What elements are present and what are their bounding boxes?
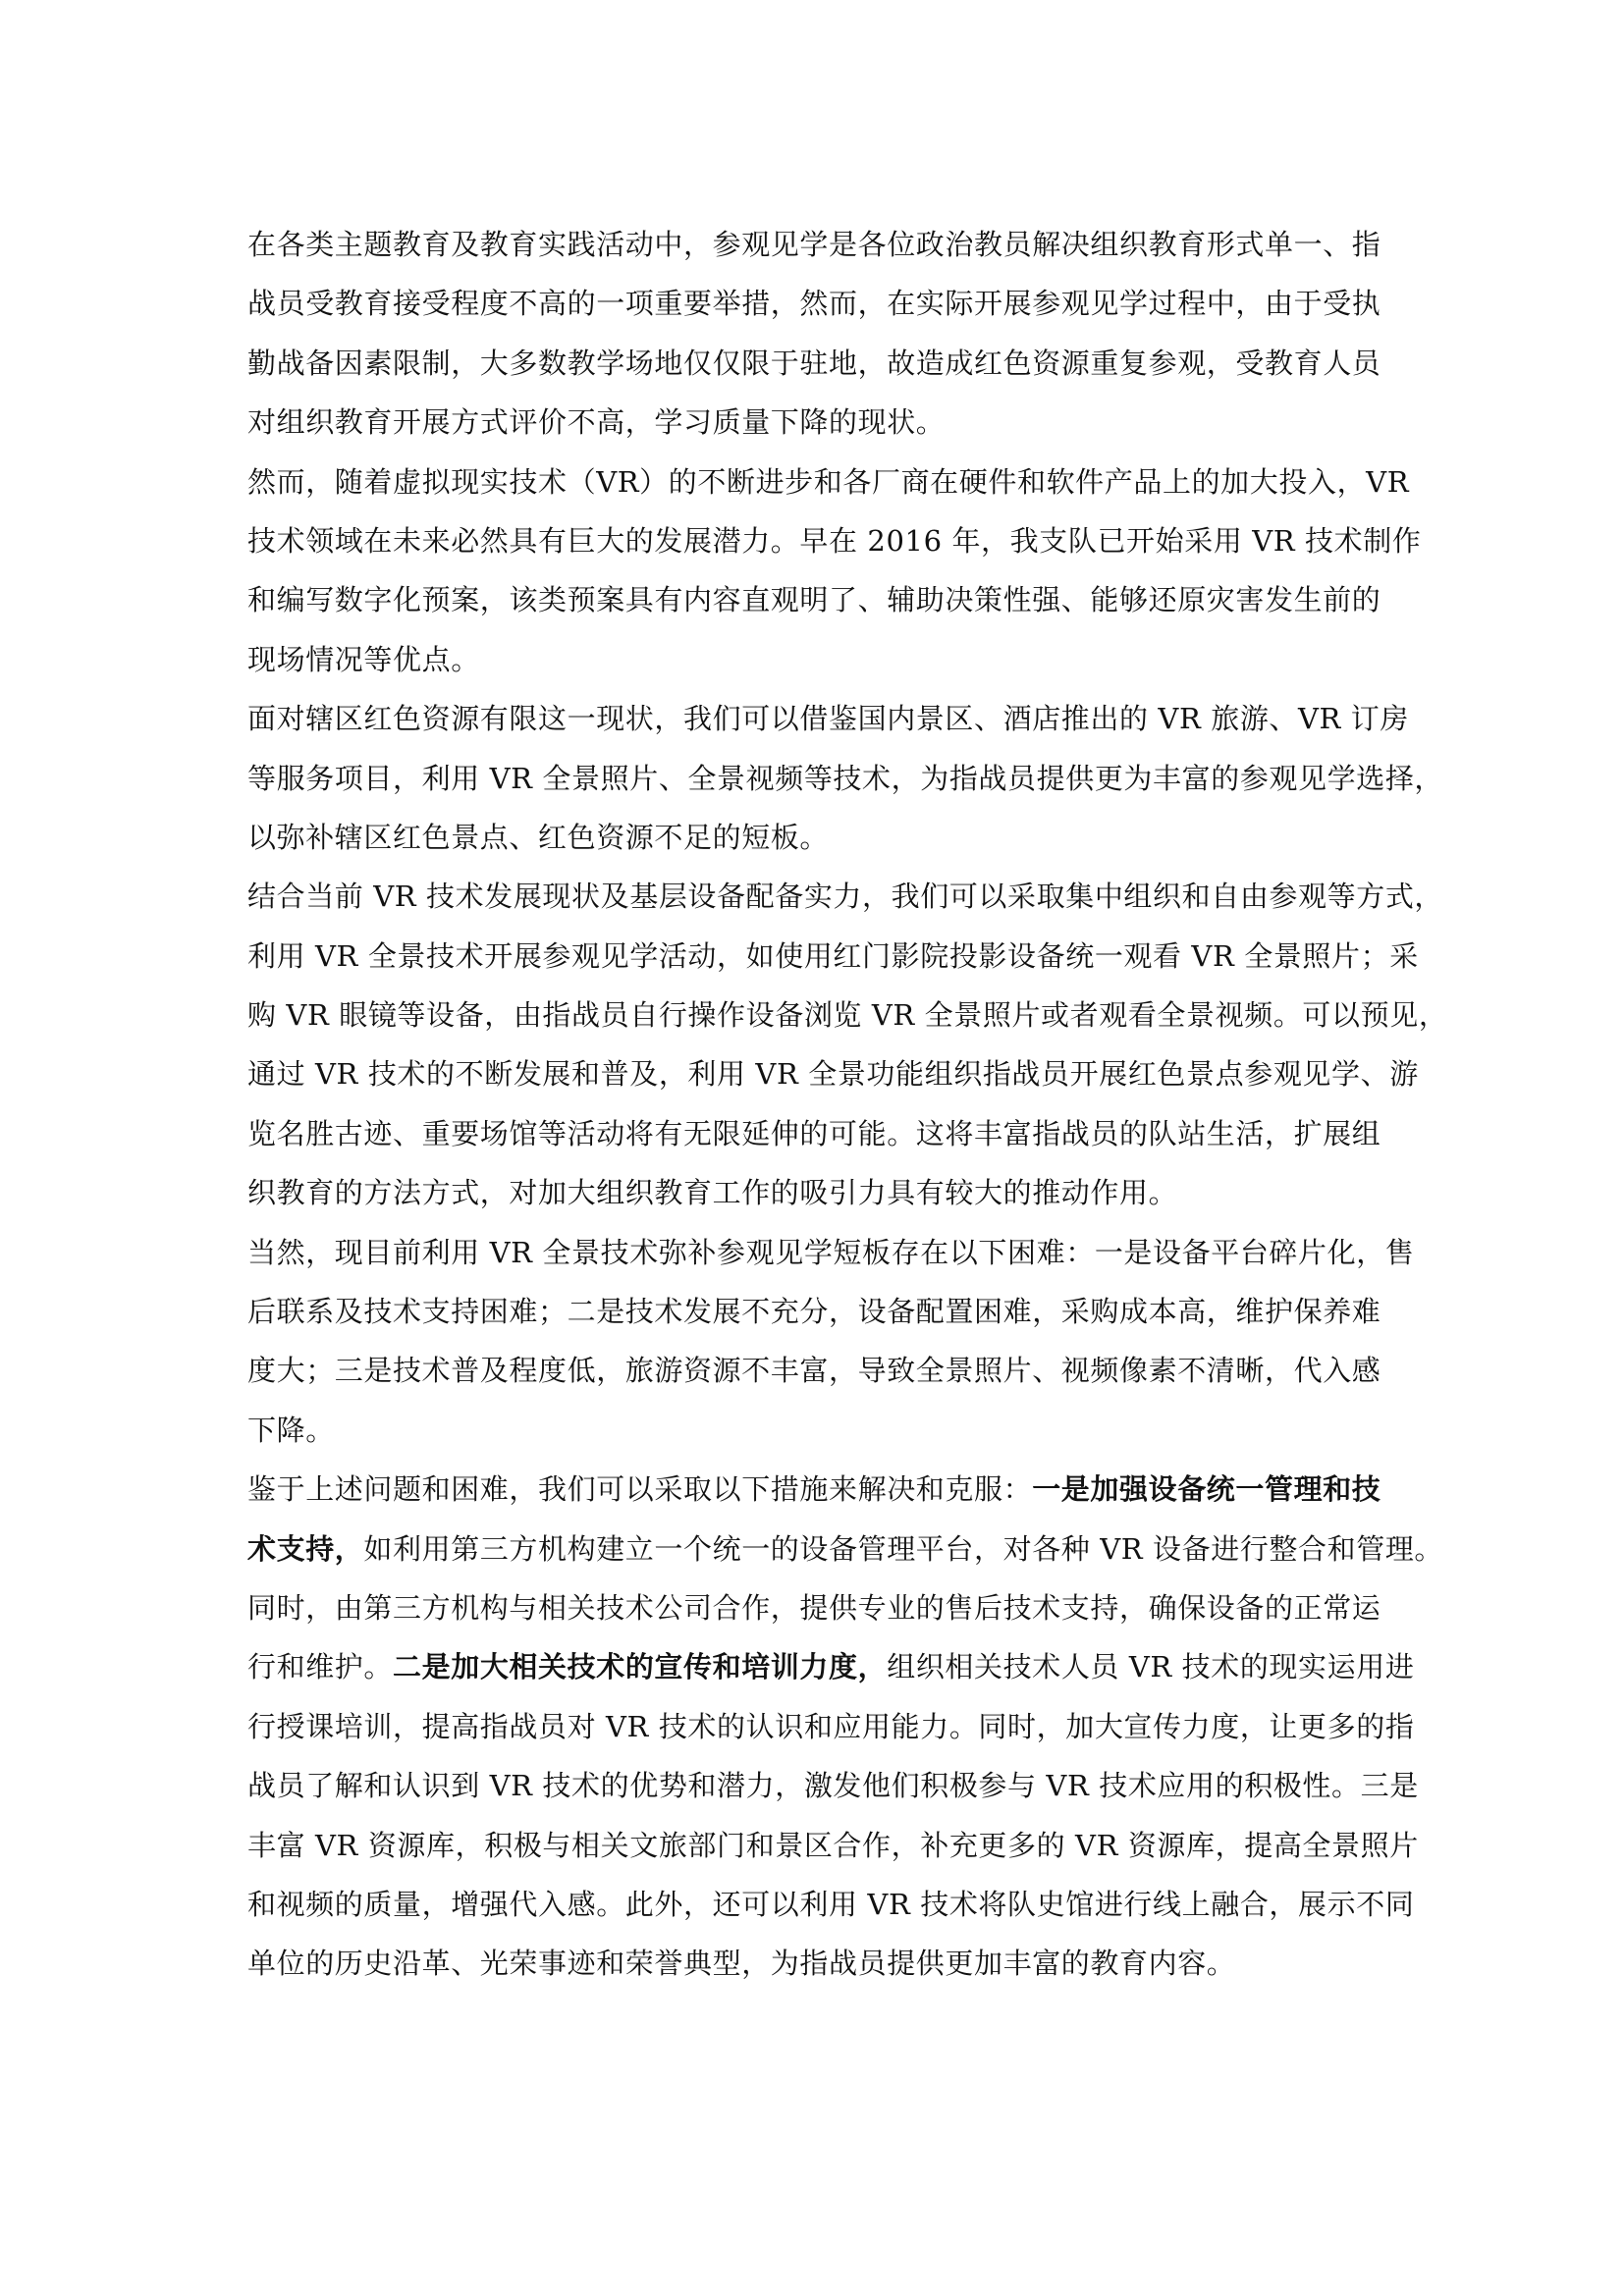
text-segment: 利用 VR 全景技术开展参观见学活动，如使用红门影院投影设备统一观看 VR 全景照片；采: [247, 938, 1419, 973]
text-segment: 勤战备因素限制，大多数教学场地仅仅限于驻地，故造成红色资源重复参观，受教育人员: [247, 346, 1381, 380]
text-segment: 购 VR 眼镜等设备，由指战员自行操作设备浏览 VR 全景照片或者观看全景视频。可以预见，: [247, 998, 1448, 1033]
text-segment: 等服务项目，利用 VR 全景照片、全景视频等技术，为指战员提供更为丰富的参观见学选择，: [247, 761, 1444, 795]
text-line: [247, 986, 1448, 1044]
text-segment: 同时，由第三方机构与相关技术公司合作，提供专业的售后技术支持，确保设备的正常运: [247, 1590, 1381, 1625]
bold-text-segment: 一是加强设备统一管理和技: [1032, 1472, 1381, 1507]
text-segment: 结合当前 VR 技术发展现状及基层设备配备实力，我们可以采取集中组织和自由参观等方式，: [247, 880, 1444, 914]
text-line: [247, 1044, 1419, 1103]
text-segment: 鉴于上述问题和困难，我们可以采取以下措施来解决和克服：: [247, 1472, 1033, 1507]
paragraph: [247, 689, 1444, 867]
bold-text-segment: 术支持，: [247, 1531, 364, 1566]
text-line: [247, 1637, 1415, 1696]
text-segment: 织教育的方法方式，对加大组织教育工作的吸引力具有较大的推动作用。: [247, 1176, 1178, 1210]
text-segment: 对组织教育开展方式评价不高，学习质量下降的现状。: [247, 405, 946, 440]
text-segment: 度大；三是技术普及程度低，旅游资源不丰富，导致全景照片、视频像素不清晰，代入感: [247, 1354, 1381, 1388]
text-line: [247, 1163, 1406, 1222]
text-segment: 当然，现目前利用 VR 全景技术弥补参观见学短板存在以下困难：一是设备平台碎片化，售: [247, 1235, 1415, 1269]
paragraph: [247, 1460, 1444, 1994]
text-segment: 战员了解和认识到 VR 技术的优势和潜力，激发他们积极参与 VR 技术应用的积极性。三是: [247, 1769, 1419, 1803]
text-segment: 现场情况等优点。: [247, 642, 480, 676]
text-segment: 组织相关技术人员 VR 技术的现实运用进: [887, 1650, 1415, 1684]
text-segment: 和视频的质量，增强代入感。此外，还可以利用 VR 技术将队史馆进行线上融合，展示不同: [247, 1887, 1415, 1921]
text-segment: 行和维护。: [247, 1650, 394, 1684]
text-line: [247, 1697, 1415, 1756]
text-segment: 行授课培训，提高指战员对 VR 技术的认识和应用能力。同时，加大宣传力度，让更多的指: [247, 1709, 1415, 1743]
text-line: [247, 808, 1406, 867]
text-line: [247, 689, 1410, 748]
text-line: [247, 570, 1406, 629]
bold-text-segment: 二是加大相关技术的宣传和培训力度，: [393, 1650, 888, 1684]
text-line: [247, 1520, 1444, 1578]
text-line: [247, 1934, 1406, 1993]
text-segment: 战员受教育接受程度不高的一项重要举措，然而，在实际开展参观见学过程中，由于受执: [247, 287, 1381, 321]
text-line: [247, 1756, 1419, 1815]
text-line: [247, 1816, 1419, 1875]
text-segment: 后联系及技术支持困难；二是技术发展不充分，设备配置困难，采购成本高，维护保养难: [247, 1295, 1381, 1329]
text-segment: 以弥补辖区红色景点、红色资源不足的短板。: [247, 820, 830, 854]
text-line: [247, 867, 1444, 926]
text-line: [247, 1104, 1406, 1163]
text-line: [247, 453, 1410, 511]
text-segment: 丰富 VR 资源库，积极与相关文旅部门和景区合作，补充更多的 VR 资源库，提高全景照片: [247, 1828, 1419, 1862]
paragraph: [247, 453, 1422, 690]
text-line: [247, 1460, 1406, 1519]
text-segment: 通过 VR 技术的不断发展和普及，利用 VR 全景功能组织指战员开展红色景点参观见学、游: [247, 1057, 1419, 1092]
text-line: [247, 511, 1422, 570]
text-line: [247, 274, 1406, 333]
paragraph: [247, 215, 1406, 453]
text-line: [247, 1223, 1415, 1282]
text-segment: 和编写数字化预案，该类预案具有内容直观明了、辅助决策性强、能够还原灾害发生前的: [247, 583, 1381, 617]
text-line: [247, 334, 1406, 393]
text-segment: 技术领域在未来必然具有巨大的发展潜力。早在 2016 年，我支队已开始采用 VR 技术制作: [247, 523, 1422, 558]
paragraph: [247, 867, 1448, 1222]
text-line: [247, 1341, 1406, 1400]
text-line: [247, 215, 1406, 274]
document-body: [247, 215, 1448, 1994]
text-segment: 单位的历史沿革、光荣事迹和荣誉典型，为指战员提供更加丰富的教育内容。: [247, 1947, 1236, 1981]
text-line: [247, 1282, 1406, 1341]
text-line: [247, 1875, 1415, 1934]
text-segment: 下降。: [247, 1413, 335, 1447]
text-line: [247, 927, 1419, 986]
text-segment: 面对辖区红色资源有限这一现状，我们可以借鉴国内景区、酒店推出的 VR 旅游、VR 订房: [247, 702, 1410, 736]
text-line: [247, 393, 1406, 452]
text-line: [247, 630, 1406, 689]
text-line: [247, 1578, 1406, 1637]
paragraph: [247, 1223, 1415, 1461]
text-segment: 如利用第三方机构建立一个统一的设备管理平台，对各种 VR 设备进行整合和管理。: [363, 1531, 1444, 1566]
text-line: [247, 749, 1444, 808]
text-segment: 览名胜古迹、重要场馆等活动将有无限延伸的可能。这将丰富指战员的队站生活，扩展组: [247, 1116, 1381, 1150]
text-line: [247, 1401, 1406, 1460]
text-segment: 在各类主题教育及教育实践活动中，参观见学是各位政治教员解决组织教育形式单一、指: [247, 228, 1381, 261]
text-segment: 然而，随着虚拟现实技术（VR）的不断进步和各厂商在硬件和软件产品上的加大投入，VR: [247, 464, 1410, 499]
